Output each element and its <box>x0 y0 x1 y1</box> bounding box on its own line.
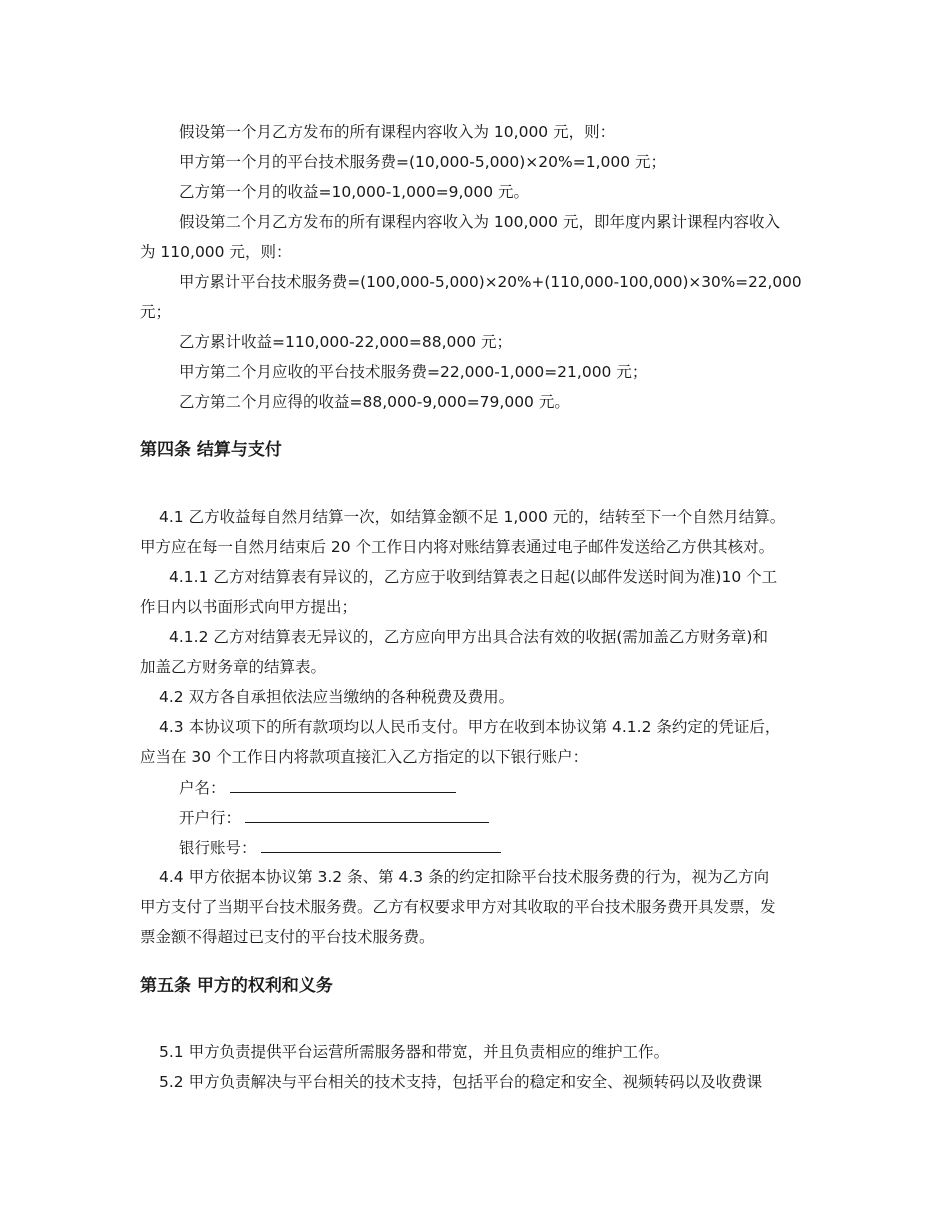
article-5-heading: 第五条 甲方的权利和义务 <box>140 976 333 996</box>
example-line-4a: 假设第二个月乙方发布的所有课程内容收入为 100,000 元，即年度内累计课程内容收入 <box>179 213 780 231</box>
clause-4-1-line-b: 甲方应在每一自然月结束后 20 个工作日内将对账结算表通过电子邮件发送给乙方供其核对。 <box>140 538 775 556</box>
example-line-5b: 元； <box>140 303 172 321</box>
example-line-4b: 为 110,000 元，则： <box>140 243 292 261</box>
account-number-blank <box>261 836 501 853</box>
bank-label: 开户行： <box>179 809 242 827</box>
clause-4-1-2-line-b: 加盖乙方财务章的结算表。 <box>140 658 327 676</box>
clause-4-1-line-a: 4.1 乙方收益每自然月结算一次，如结算金额不足 1,000 元的，结转至下一个自然月结算。 <box>159 508 786 526</box>
bank-blank <box>245 806 489 823</box>
example-line-1: 假设第一个月乙方发布的所有课程内容收入为 10,000 元，则： <box>179 123 616 141</box>
clause-4-4-line-c: 票金额不得超过已支付的平台技术服务费。 <box>140 928 435 946</box>
article-4-heading: 第四条 结算与支付 <box>140 440 282 460</box>
clause-4-3-line-a: 4.3 本协议项下的所有款项均以人民币支付。甲方在收到本协议第 4.1.2 条约定的凭证后， <box>159 718 781 736</box>
example-line-7: 甲方第二个月应收的平台技术服务费=22,000-1,000=21,000 元； <box>179 363 648 381</box>
clause-4-4-line-a: 4.4 甲方依据本协议第 3.2 条、第 4.3 条的约定扣除平台技术服务费的行为，视为乙方向 <box>159 868 770 886</box>
account-number-row <box>179 836 501 859</box>
account-name-row <box>179 776 456 799</box>
example-line-5a: 甲方累计平台技术服务费=(100,000-5,000)×20%+(110,000-100,000)×30%=22,000 <box>179 273 802 291</box>
clause-4-3-line-b: 应当在 30 个工作日内将款项直接汇入乙方指定的以下银行账户： <box>140 748 589 766</box>
account-name-blank <box>230 776 456 793</box>
clause-4-1-1-line-a: 4.1.1 乙方对结算表有异议的，乙方应于收到结算表之日起(以邮件发送时间为准)10 个工 <box>169 568 778 586</box>
clause-5-1: 5.1 甲方负责提供平台运营所需服务器和带宽，并且负责相应的维护工作。 <box>159 1043 670 1061</box>
clause-4-1-2-line-a: 4.1.2 乙方对结算表无异议的，乙方应向甲方出具合法有效的收据(需加盖乙方财务章)和 <box>169 628 768 646</box>
example-line-8: 乙方第二个月应得的收益=88,000-9,000=79,000 元。 <box>179 393 570 411</box>
example-line-3: 乙方第一个月的收益=10,000-1,000=9,000 元。 <box>179 183 529 201</box>
account-name-label: 户名： <box>179 779 226 797</box>
clause-4-1-1-line-b: 作日内以书面形式向甲方提出； <box>140 598 358 616</box>
clause-5-2: 5.2 甲方负责解决与平台相关的技术支持，包括平台的稳定和安全、视频转码以及收费课 <box>159 1073 763 1091</box>
bank-row <box>179 806 489 829</box>
account-number-label: 银行账号： <box>179 839 257 857</box>
clause-4-2: 4.2 双方各自承担依法应当缴纳的各种税费及费用。 <box>159 688 515 706</box>
example-line-2: 甲方第一个月的平台技术服务费=(10,000-5,000)×20%=1,000 元； <box>179 153 667 171</box>
clause-4-4-line-b: 甲方支付了当期平台技术服务费。乙方有权要求甲方对其收取的平台技术服务费开具发票，发 <box>140 898 776 916</box>
example-line-6: 乙方累计收益=110,000-22,000=88,000 元； <box>179 333 513 351</box>
